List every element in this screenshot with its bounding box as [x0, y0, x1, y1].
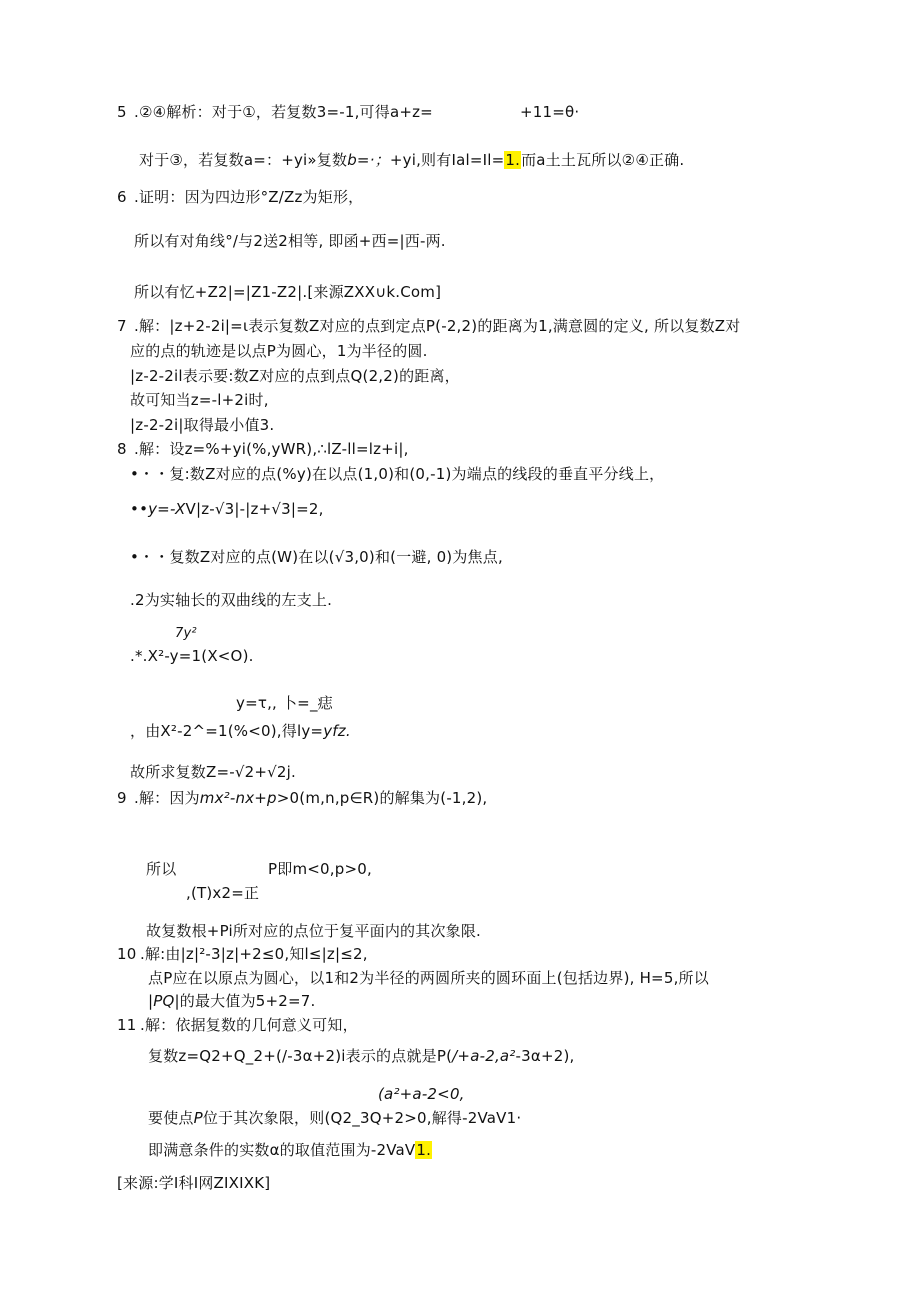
solution-11-line-4 [148, 1140, 432, 1160]
solution-5-line-2 [139, 150, 684, 170]
solution-5-line-2-a: 对于③，若复数a=：+yi»复数 [139, 151, 348, 169]
solution-5-line-2-d: 而a土土瓦所以②④正确. [521, 151, 685, 169]
solution-9-line-2-a: 所以 [146, 860, 177, 878]
highlight-mark: 1. [505, 151, 521, 169]
solution-8-line-1: .解：设z=%+yi(%,yWR),∴lZ-ll=lz+i|, [134, 440, 409, 458]
solution-11-line-3 [148, 1108, 521, 1128]
solution-10-line-3-c: |的最大值为5+2=7. [174, 992, 316, 1010]
solution-7-line-3: |z-2-2il表示要:数Z对应的点到点Q(2,2)的距离， [130, 367, 460, 385]
item-number-10: 10 [117, 945, 137, 963]
solution-8-line-6: .*.X²-y=1(X<O). [130, 647, 254, 665]
solution-8-line-3-b: •y=-X [139, 500, 186, 518]
solution-9-line-2-b: P即m<0,p>0, [268, 860, 372, 878]
solution-10-line-3-b: PQ [153, 992, 175, 1010]
solution-7-line-1: .解：|z+2-2i|=ι表示复数Z对应的点到定点P(-2,2)的距离为1,满意圆的定义, 所以复数Z对 [134, 317, 741, 335]
solution-7-line-2: 应的点的轨迹是以点P为圆心，1为半径的圆. [130, 342, 428, 360]
solution-8-fraction-top: 7y² [175, 626, 197, 641]
solution-5-line-2-c: +yi,则有Ial=Il= [389, 151, 505, 169]
solution-8-line-3-a: • [130, 500, 140, 518]
solution-8-line-4: •・・复数Z对应的点(W)在以(√3,0)和(一避, 0)为焦点, [130, 548, 503, 566]
item-number-7: 7 [117, 317, 127, 335]
solution-11-line-2-b: /+a-2,a² [452, 1047, 516, 1065]
solution-7-line-4: 故可知当z=-l+2i时, [130, 391, 269, 409]
item-number-11: 11 [117, 1016, 137, 1034]
solution-11-line-2-a: 复数z=Q2+Q_2+(/-3α+2)i表示的点就是P( [148, 1047, 453, 1065]
item-number-9: 9 [117, 789, 127, 807]
solution-11-line-3-a: 要使点 [148, 1109, 194, 1127]
solution-11-line-3-b: P [193, 1109, 203, 1127]
solution-8-line-5: .2为实轴长的双曲线的左支上. [130, 591, 333, 609]
solution-5-line-2-b: b=·； [347, 151, 390, 169]
solution-6-line-3: 所以有忆+Z2|=|Z1-Z2|.[来源ZXX∪k.Com] [134, 283, 442, 301]
solution-9-line-3: ,(T)x2=正 [186, 884, 260, 902]
solution-11-line-2 [148, 1046, 575, 1066]
solution-10-line-3-a: | [148, 992, 154, 1010]
solution-11-line-2-c: -3α+2), [515, 1047, 575, 1065]
solution-11-line-1: .解：依据复数的几何意义可知， [140, 1016, 358, 1034]
solution-5-line-1: .②④解析：对于①，若复数3=-1,可得a+z= [134, 103, 433, 121]
solution-11-line-4-a: 即满意条件的实数α的取值范围为-2VaV [148, 1141, 416, 1159]
solution-9-line-4: 故复数根+Pi所对应的点位于复平面内的其次象限. [146, 922, 482, 940]
solution-7-line-5: |z-2-2i|取得最小值3. [130, 416, 275, 434]
solution-8-line-8 [130, 721, 351, 741]
solution-6-line-2: 所以有对角线°/与2送2相等, 即函+西=|西-两. [134, 232, 446, 250]
highlight-mark: 1. [416, 1141, 432, 1159]
solution-8-line-3 [130, 499, 324, 519]
source-note: [来源:学I科I网ZIXIXK] [117, 1174, 271, 1192]
solution-9-line-1 [134, 788, 487, 808]
solution-8-line-8-b: yfz. [323, 722, 351, 740]
solution-8-line-3-c: V|z-√3|-|z+√3|=2, [185, 500, 324, 518]
solution-9-line-1-b: mx²-nx+p [199, 789, 277, 807]
solution-11-brace-top: (a²+a-2<0, [378, 1085, 465, 1103]
solution-8-line-9: 故所求复数Z=-√2+√2j. [130, 763, 296, 781]
solution-6-line-1: .证明：因为四边形°Z/Zz为矩形， [134, 188, 364, 206]
solution-9-line-1-c: >0(m,n,p∈R)的解集为(-1,2), [276, 789, 488, 807]
solution-11-line-3-c: 位于其次象限，则(Q2_3Q+2>0,解得-2VaV1· [202, 1109, 522, 1127]
item-number-8: 8 [117, 440, 127, 458]
item-number-6: 6 [117, 188, 127, 206]
solution-5-line-1-tail: +11=θ· [520, 103, 580, 121]
solution-8-line-2: •・・复:数Z对应的点(%y)在以点(1,0)和(0,-1)为端点的线段的垂直平分线上， [130, 465, 665, 483]
solution-9-line-1-a: .解：因为 [134, 789, 200, 807]
solution-10-line-1: .解:由|z|²-3|z|+2≤0,知l≤|z|≤2, [140, 945, 368, 963]
item-number-5: 5 [117, 103, 127, 121]
solution-10-line-3 [148, 991, 316, 1011]
solution-8-line-7: y=τ,, 卜=_痣 [236, 694, 333, 712]
solution-10-line-2: 点P应在以原点为圆心，以1和2为半径的两圆所夹的圆环面上(包括边界), H=5,所以 [148, 969, 709, 987]
solution-8-line-8-a: ，由X²-2^=1(%<0),得ly= [130, 722, 324, 740]
